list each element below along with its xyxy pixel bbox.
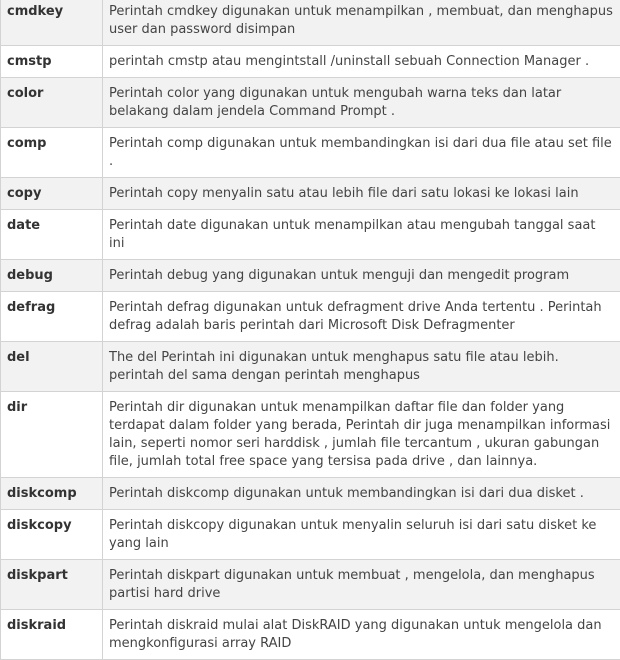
command-description: Perintah color yang digunakan untuk mengubah warna teks dan latar belakang dalam jendela Command Prompt . [103,78,620,128]
table-row [1,560,620,610]
command-name: comp [1,128,103,178]
command-description: Perintah diskraid mulai alat DiskRAID yang digunakan untuk mengelola dan mengkonfigurasi array RAID [103,610,620,660]
table-row [1,0,620,46]
command-name: debug [1,260,103,292]
command-description: Perintah diskcopy digunakan untuk menyalin seluruh isi dari satu disket ke yang lain [103,510,620,560]
table-row [1,478,620,510]
command-name: diskcopy [1,510,103,560]
command-description: perintah cmstp atau mengintstall /uninstall sebuah Connection Manager . [103,46,620,78]
command-name: diskpart [1,560,103,610]
command-description: Perintah cmdkey digunakan untuk menampilkan , membuat, dan menghapus user dan password disimpan [103,0,620,46]
command-name: cmstp [1,46,103,78]
command-name: copy [1,178,103,210]
command-description: Perintah diskcomp digunakan untuk membandingkan isi dari dua disket . [103,478,620,510]
command-description: Perintah copy menyalin satu atau lebih file dari satu lokasi ke lokasi lain [103,178,620,210]
table-row [1,78,620,128]
table-row [1,392,620,478]
table-row [1,210,620,260]
command-name: del [1,342,103,392]
table-row [1,128,620,178]
table-row [1,610,620,660]
command-name: diskcomp [1,478,103,510]
command-description: Perintah dir digunakan untuk menampilkan daftar file dan folder yang terdapat dalam folder yang berada, Perintah dir juga menampilkan informasi lain, seperti nomor seri harddisk , jumlah file tercantum , ukuran gabungan file, jumlah total free space yang tersisa pada drive , dan lainnya. [103,392,620,478]
command-description: Perintah defrag digunakan untuk defragment drive Anda tertentu . Perintah defrag adalah baris perintah dari Microsoft Disk Defragmenter [103,292,620,342]
table-row [1,178,620,210]
table-row [1,292,620,342]
command-name: color [1,78,103,128]
table-row [1,510,620,560]
command-description: Perintah comp digunakan untuk membandingkan isi dari dua file atau set file . [103,128,620,178]
table-row [1,260,620,292]
command-description: The del Perintah ini digunakan untuk menghapus satu file atau lebih. perintah del sama dengan perintah menghapus [103,342,620,392]
command-description: Perintah diskpart digunakan untuk membuat , mengelola, dan menghapus partisi hard drive [103,560,620,610]
command-name: diskraid [1,610,103,660]
table-row [1,342,620,392]
command-name: dir [1,392,103,478]
command-name: cmdkey [1,0,103,46]
command-description: Perintah date digunakan untuk menampilkan atau mengubah tanggal saat ini [103,210,620,260]
table-row [1,46,620,78]
command-description: Perintah debug yang digunakan untuk menguji dan mengedit program [103,260,620,292]
command-name: defrag [1,292,103,342]
command-name: date [1,210,103,260]
